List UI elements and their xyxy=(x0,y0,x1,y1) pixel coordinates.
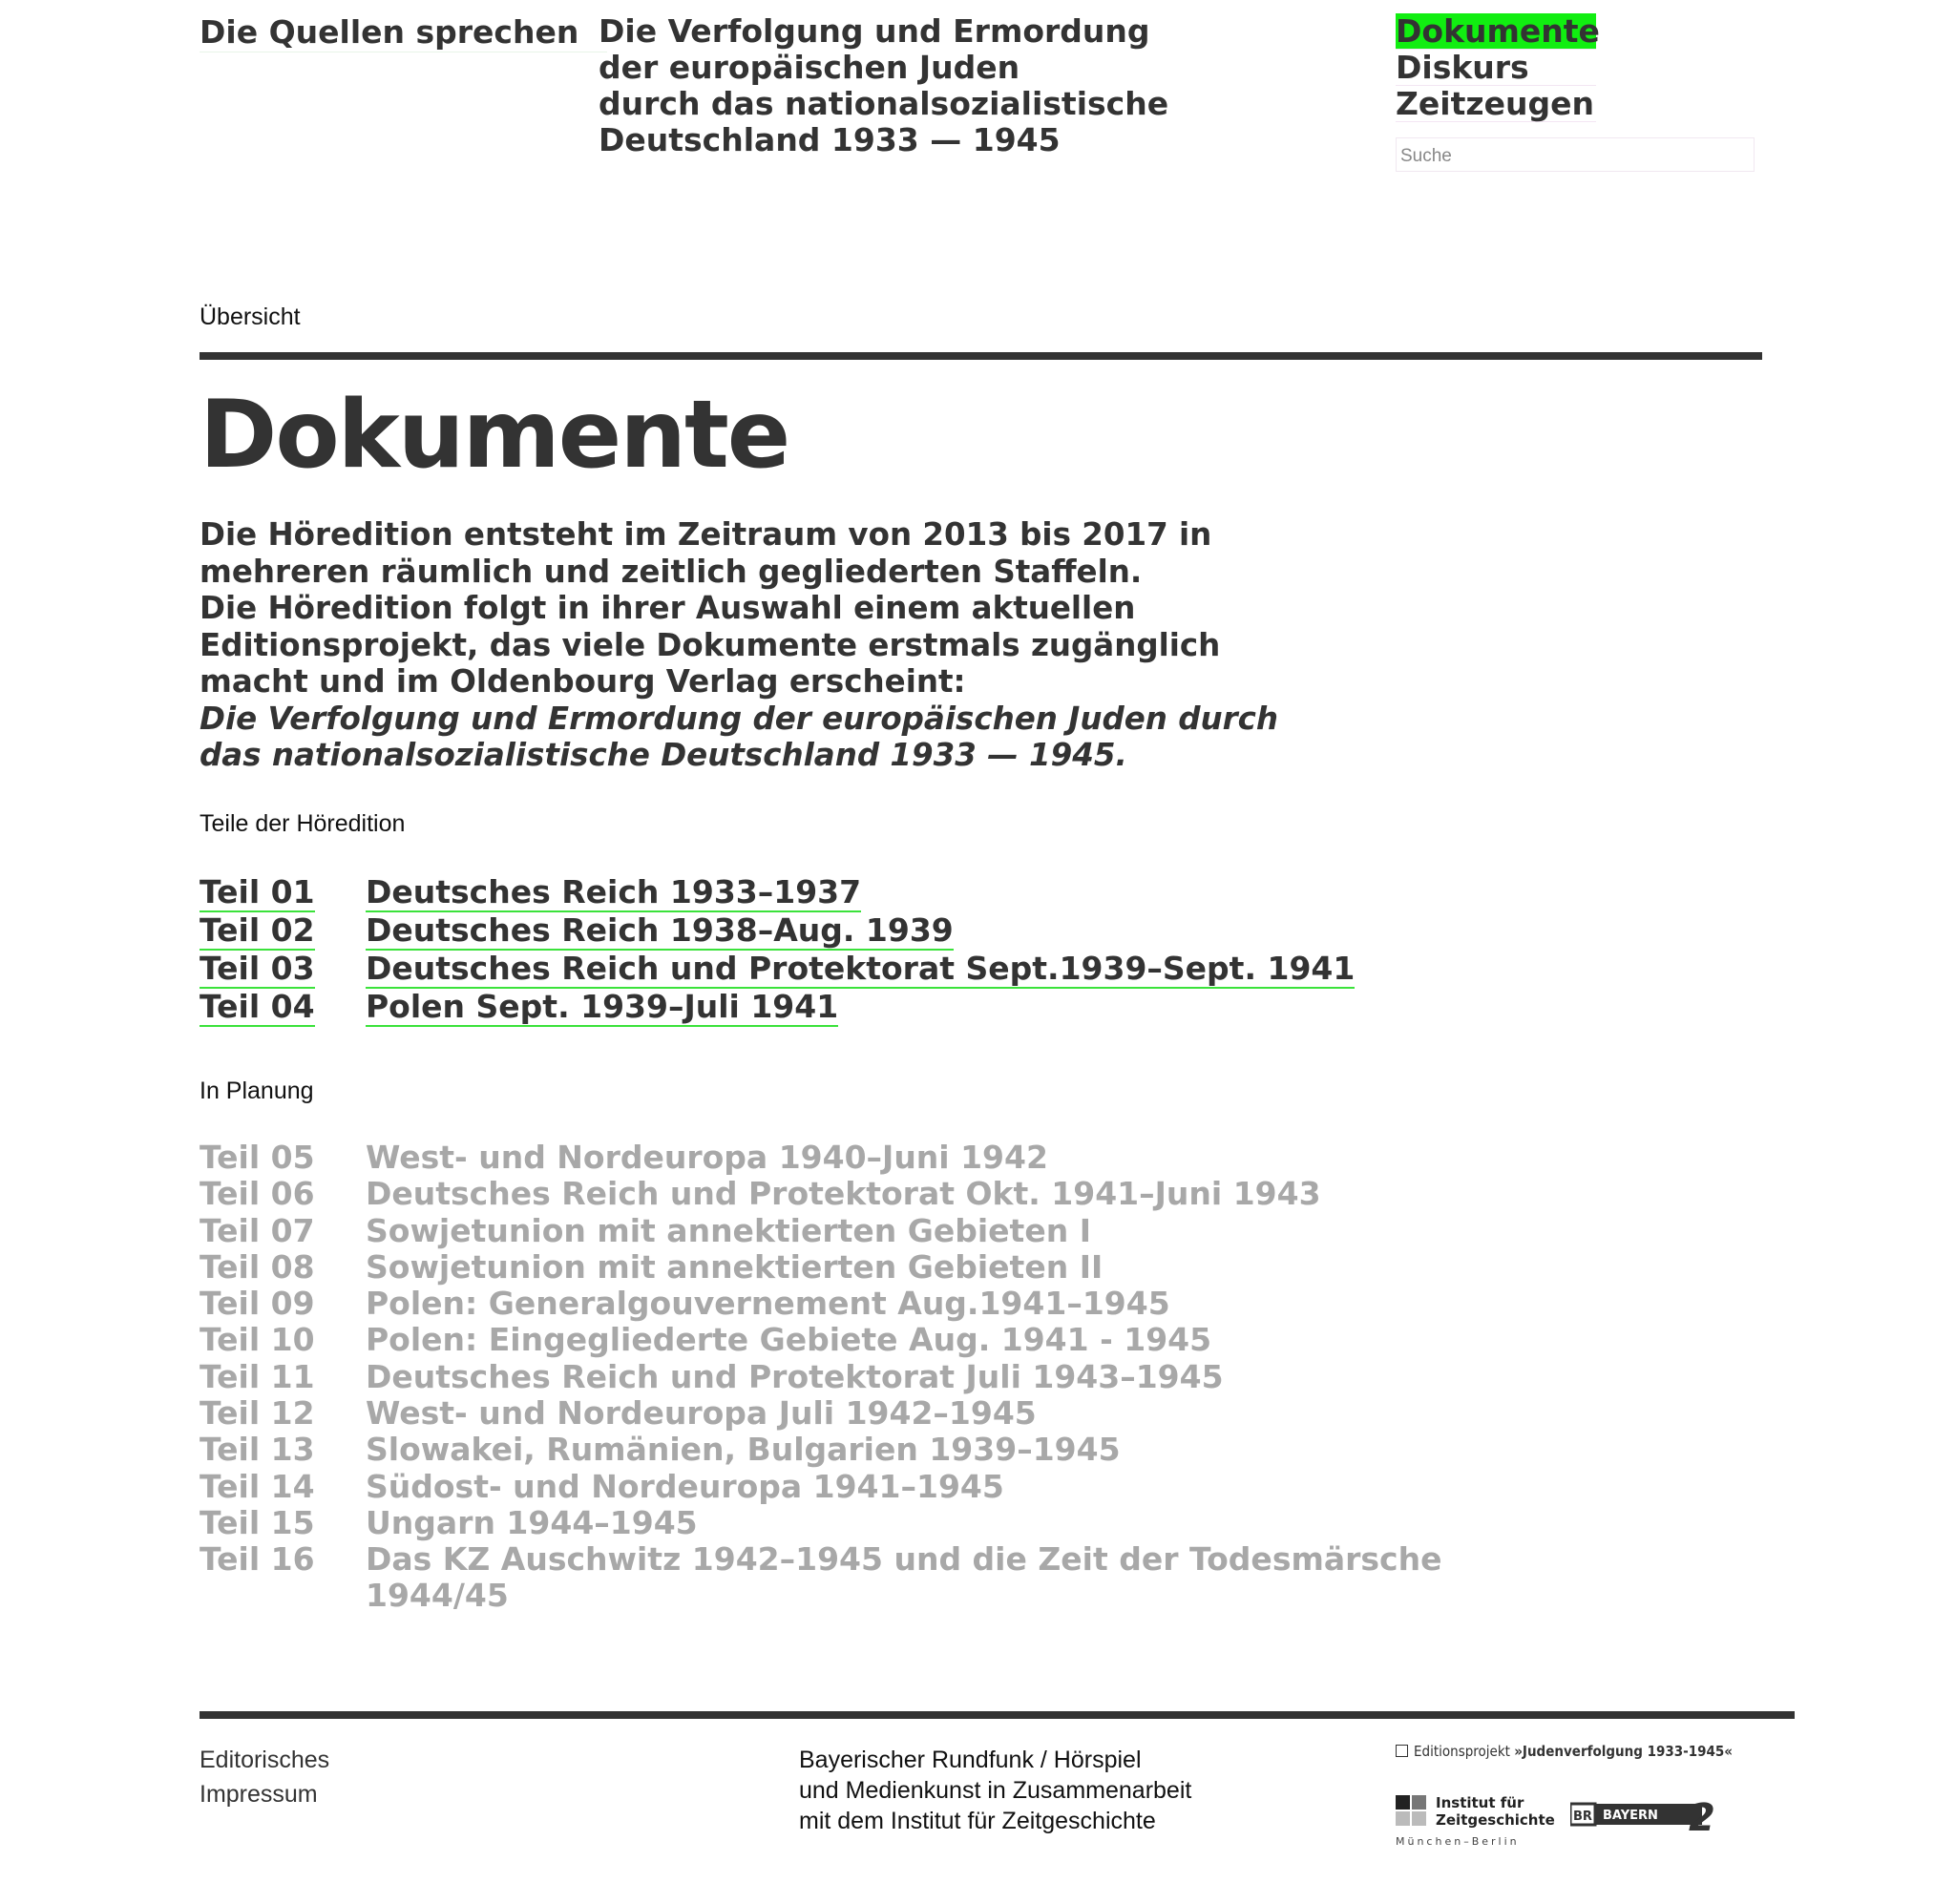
ifz-line3: München–Berlin xyxy=(1396,1835,1520,1848)
planned-title: Polen: Eingegliederte Gebiete Aug. 1941 - 1945 xyxy=(366,1321,1212,1359)
main-nav xyxy=(1396,12,1600,122)
intro-text xyxy=(200,516,1278,774)
part-title-link[interactable]: Polen Sept. 1939–Juli 1941 xyxy=(366,988,839,1025)
footer-divider xyxy=(200,1711,1795,1719)
planned-number: Teil 14 xyxy=(200,1467,315,1505)
footer-links xyxy=(200,1743,329,1811)
nav-item-zeitzeugen[interactable]: Zeitzeugen xyxy=(1396,86,1596,122)
ifz-square xyxy=(1412,1795,1426,1810)
planned-title-continued: 1944/45 xyxy=(366,1577,509,1615)
planned-row xyxy=(200,1359,1440,1395)
nav-item-diskurs[interactable]: Diskurs xyxy=(1396,50,1596,86)
intro-line: mehreren räumlich und zeitlich gegliederten Staffeln. xyxy=(200,553,1143,590)
intro-book-title-line: das nationalsozialistische Deutschland 1933 — 1945. xyxy=(200,737,1127,773)
intro-line: Editionsprojekt, das viele Dokumente erstmals zugänglich xyxy=(200,626,1221,663)
planned-title: Polen: Generalgouvernement Aug.1941–1945 xyxy=(366,1285,1170,1323)
planned-row xyxy=(200,1322,1440,1358)
intro-book-title-line: Die Verfolgung und Ermordung der europäischen Juden durch xyxy=(200,700,1279,737)
intro-line: Die Höredition folgt in ihrer Auswahl einem aktuellen xyxy=(200,590,1136,626)
page-title: Dokumente xyxy=(200,381,789,490)
planned-title: Ungarn 1944–1945 xyxy=(366,1503,698,1541)
ifz-logo xyxy=(1396,1792,1558,1850)
planned-row xyxy=(200,1395,1440,1432)
site-title[interactable]: Die Quellen sprechen xyxy=(200,13,607,52)
planned-heading: In Planung xyxy=(200,1078,314,1104)
header-subtitle xyxy=(599,13,1168,158)
planned-number: Teil 08 xyxy=(200,1247,315,1286)
planned-number: Teil 05 xyxy=(200,1139,315,1176)
planned-title: Sowjetunion mit annektierten Gebieten I xyxy=(366,1211,1091,1249)
planned-title: Slowakei, Rumänien, Bulgarien 1939–1945 xyxy=(366,1431,1121,1469)
parts-list xyxy=(200,873,1356,1027)
intro-line: Die Höredition entsteht im Zeitraum von 2013 bis 2017 in xyxy=(200,516,1212,553)
planned-row xyxy=(200,1176,1440,1212)
edition-prefix: Editionsprojekt xyxy=(1414,1743,1510,1760)
ifz-line1: Institut für xyxy=(1436,1794,1524,1811)
planned-number: Teil 12 xyxy=(200,1394,315,1433)
part-link-row[interactable] xyxy=(200,874,1345,912)
part-title-link[interactable]: Deutsches Reich 1933–1937 xyxy=(366,873,862,910)
breadcrumb[interactable]: Übersicht xyxy=(200,303,301,330)
planned-number: Teil 15 xyxy=(200,1503,315,1541)
subtitle-line: durch das nationalsozialistische xyxy=(599,85,1169,122)
planned-number: Teil 11 xyxy=(200,1357,315,1395)
ifz-square xyxy=(1396,1795,1410,1810)
planned-number: Teil 07 xyxy=(200,1211,315,1249)
credit-line: Bayerischer Rundfunk / Hörspiel xyxy=(799,1747,1142,1773)
planned-list xyxy=(200,1140,1440,1614)
planned-title: Sowjetunion mit annektierten Gebieten II xyxy=(366,1247,1104,1286)
part-number-link[interactable]: Teil 04 xyxy=(200,988,315,1025)
planned-row xyxy=(200,1469,1440,1505)
part-title-link[interactable]: Deutsches Reich und Protektorat Sept.1939–Sept. 1941 xyxy=(366,950,1356,987)
divider xyxy=(200,352,1762,360)
part-number-link[interactable]: Teil 01 xyxy=(200,873,315,910)
ifz-square xyxy=(1396,1811,1410,1826)
nav-item-dokumente[interactable]: Dokumente xyxy=(1396,12,1600,50)
planned-row xyxy=(200,1541,1440,1614)
planned-row xyxy=(200,1286,1440,1322)
bayern-text: BAYERN xyxy=(1603,1809,1658,1823)
part-title-link[interactable]: Deutsches Reich 1938–Aug. 1939 xyxy=(366,911,954,949)
planned-number: Teil 16 xyxy=(200,1540,315,1579)
planned-number: Teil 09 xyxy=(200,1285,315,1323)
part-link-row[interactable] xyxy=(200,950,1356,989)
planned-number: Teil 10 xyxy=(200,1321,315,1359)
planned-row xyxy=(200,1213,1440,1249)
planned-title: West- und Nordeuropa 1940–Juni 1942 xyxy=(366,1139,1048,1176)
edition-name: »Judenverfolgung 1933-1945« xyxy=(1514,1743,1734,1760)
subtitle-line: Die Verfolgung und Ermordung xyxy=(599,12,1150,50)
planned-title: West- und Nordeuropa Juli 1942–1945 xyxy=(366,1394,1037,1433)
planned-title: Deutsches Reich und Protektorat Okt. 1941–Juni 1943 xyxy=(366,1175,1321,1213)
footer-credit xyxy=(799,1745,1191,1836)
part-link-row[interactable] xyxy=(200,989,1345,1027)
ifz-line2: Zeitgeschichte xyxy=(1436,1811,1555,1829)
bayern2-number: 2 xyxy=(1689,1798,1715,1832)
footer-link-impressum[interactable]: Impressum xyxy=(200,1781,318,1808)
ifz-square xyxy=(1412,1811,1426,1826)
planned-number: Teil 06 xyxy=(200,1175,315,1213)
part-number-link[interactable]: Teil 03 xyxy=(200,950,315,987)
credit-line: mit dem Institut für Zeitgeschichte xyxy=(799,1808,1156,1834)
edition-project-logo xyxy=(1396,1743,1733,1760)
subtitle-line: der europäischen Juden xyxy=(599,49,1020,86)
subtitle-line: Deutschland 1933 — 1945 xyxy=(599,121,1061,158)
planned-row xyxy=(200,1505,1440,1541)
intro-line: macht und im Oldenbourg Verlag erscheint: xyxy=(200,663,966,700)
planned-row xyxy=(200,1249,1440,1286)
br-bayern2-logo xyxy=(1570,1798,1737,1832)
part-link-row[interactable] xyxy=(200,912,1345,951)
planned-title: Südost- und Nordeuropa 1941–1945 xyxy=(366,1467,1004,1505)
planned-row xyxy=(200,1432,1440,1468)
planned-title: Das KZ Auschwitz 1942–1945 und die Zeit der Todesmärsche xyxy=(366,1540,1442,1579)
planned-row xyxy=(200,1140,1440,1176)
parts-heading: Teile der Höredition xyxy=(200,810,406,837)
part-number-link[interactable]: Teil 02 xyxy=(200,911,315,949)
footer-link-editorisches[interactable]: Editorisches xyxy=(200,1747,330,1773)
square-icon xyxy=(1396,1745,1408,1757)
planned-number: Teil 13 xyxy=(200,1431,315,1469)
search-input[interactable]: Suche xyxy=(1396,137,1755,172)
planned-title: Deutsches Reich und Protektorat Juli 1943–1945 xyxy=(366,1357,1224,1395)
br-text: BR xyxy=(1573,1810,1592,1824)
credit-line: und Medienkunst in Zusammenarbeit xyxy=(799,1777,1192,1804)
